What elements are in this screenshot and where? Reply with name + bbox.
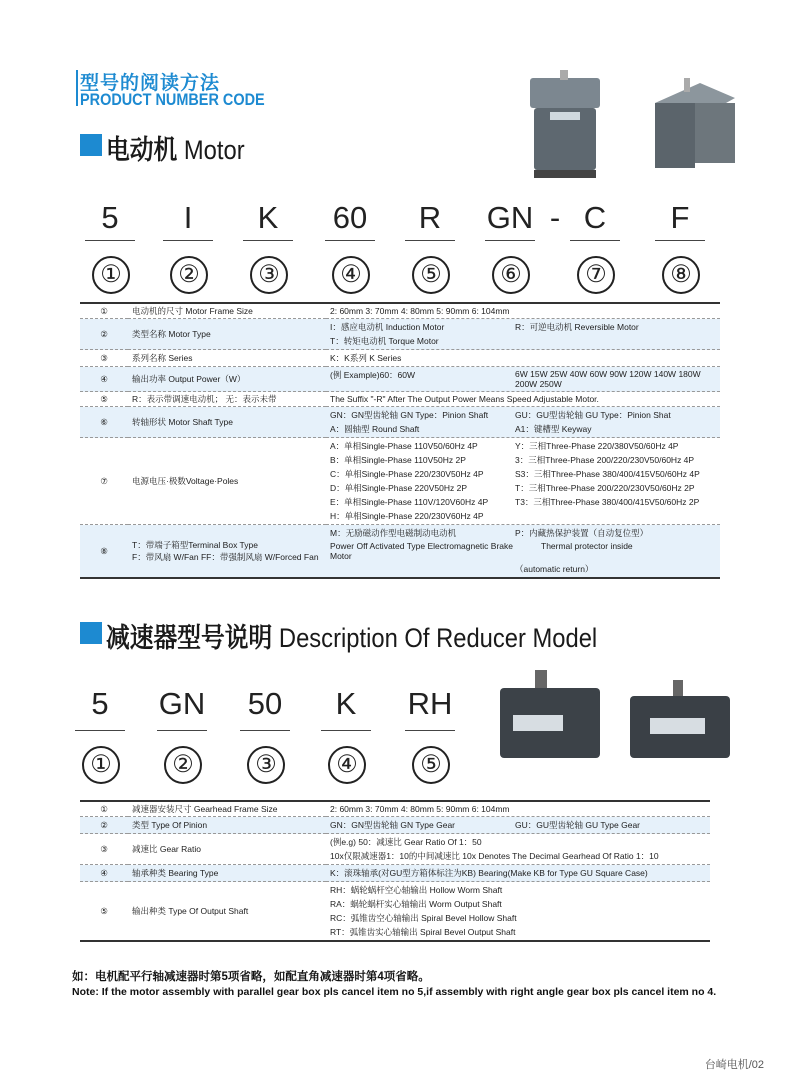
row-number: ⑦ <box>80 438 128 525</box>
value-cell: RT：弧锥齿实心轴输出 Spiral Bevel Output Shaft <box>330 927 516 937</box>
code-letter: F <box>670 200 690 235</box>
row-number: ④ <box>80 367 128 392</box>
table-row <box>80 367 720 392</box>
code-underline <box>157 730 207 731</box>
value-cell: Power Off Activated Type Electromagnetic Brake Motor <box>330 541 513 561</box>
row-label: 类型 Type Of Pinion <box>128 817 326 834</box>
code-number-circle: ⑥ <box>492 256 530 294</box>
code-underline <box>321 730 371 731</box>
motor-image-1 <box>520 70 610 180</box>
row-values <box>326 865 710 882</box>
code-letter: 50 <box>247 686 283 721</box>
reducer-spec-table <box>80 800 710 942</box>
code-letter: R <box>418 200 442 235</box>
value-cell: S3：三相Three-Phase 380/400/415V50/60Hz 4P <box>515 469 700 479</box>
value-cell: E：单相Single-Phase 110V/120V60Hz 4P <box>330 497 489 507</box>
code-letter: 5 <box>91 686 109 721</box>
row-label: 电源电压·极数Voltage·Poles <box>128 438 326 525</box>
row-number: ⑧ <box>80 525 128 579</box>
code-underline <box>655 240 705 241</box>
row-label: 输出种类 Type Of Output Shaft <box>128 882 326 942</box>
row-label: 输出功率 Output Power（W） <box>128 367 326 392</box>
table-row <box>80 801 710 817</box>
row-number: ⑥ <box>80 407 128 438</box>
row-values <box>326 303 720 319</box>
code-number-circle: ② <box>164 746 202 784</box>
table-row <box>80 392 720 407</box>
row-values <box>326 801 710 817</box>
code-underline <box>325 240 375 241</box>
value-cell: B：单相Single-Phase 110V50Hz 2P <box>330 455 466 465</box>
row-number: ⑤ <box>80 392 128 407</box>
value-cell: K：K系列 K Series <box>330 353 402 363</box>
value-cell: 10x仅限减速器1：10的中间减速比 10x Denotes The Decimal Gearhead Of Ratio 1：10 <box>330 851 659 861</box>
value-cell: I：感应电动机 Induction Motor <box>330 322 445 332</box>
header-title-cn: 型号的阅读方法 <box>80 73 221 94</box>
row-number: ① <box>80 303 128 319</box>
row-label: 转轴形状 Motor Shaft Type <box>128 407 326 438</box>
reducer-section-marker <box>80 622 102 644</box>
row-label: 轴承种类 Bearing Type <box>128 865 326 882</box>
value-cell: RA：蜗轮蜗杆实心轴输出 Worm Output Shaft <box>330 899 502 909</box>
value-cell: D：单相Single-Phase 220V50Hz 2P <box>330 483 468 493</box>
note-cn: 如：电机配平行轴减速器时第5项省略，如配直角减速器时第4项省略。 <box>72 971 430 983</box>
reducer-image-2 <box>625 680 735 760</box>
code-number-circle: ⑤ <box>412 256 450 294</box>
code-underline <box>405 730 455 731</box>
row-values <box>326 817 710 834</box>
row-values <box>326 438 720 525</box>
value-cell: RC：弧锥齿空心轴输出 Spiral Bevel Hollow Shaft <box>330 913 517 923</box>
value-cell <box>330 563 505 575</box>
header-accent-bar <box>76 70 78 106</box>
value-cell: A：圆轴型 Round Shaft <box>330 424 420 434</box>
code-number-circle: ③ <box>247 746 285 784</box>
row-values <box>326 834 710 865</box>
value-cell: 2: 60mm 3: 70mm 4: 80mm 5: 90mm 6: 104mm <box>330 804 510 814</box>
motor-section-title: 电动机 Motor <box>106 135 245 165</box>
row-number: ② <box>80 817 128 834</box>
code-number-circle: ④ <box>328 746 366 784</box>
value-cell: A：单相Single-Phase 110V50/60Hz 4P <box>330 441 478 451</box>
row-label: 系列名称 Series <box>128 350 326 367</box>
row-label: 类型名称 Motor Type <box>128 319 326 350</box>
table-row <box>80 882 710 942</box>
value-cell: GU：GU型齿轮轴 GU Type：Pinion Shat <box>515 410 671 420</box>
value-cell: T3：三相Three-Phase 380/400/415V50/60Hz 2P <box>515 497 700 507</box>
value-cell: H：单相Single-Phase 220/230V60Hz 4P <box>330 511 484 521</box>
motor-image-2 <box>640 78 750 178</box>
table-row <box>80 319 720 350</box>
row-values <box>326 882 710 942</box>
reducer-section-title: 减速器型号说明 Description Of Reducer Model <box>106 623 598 653</box>
value-cell: (例 Example)60：60W <box>330 370 416 380</box>
table-row <box>80 407 720 438</box>
value-cell: R：可逆电动机 Reversible Motor <box>515 322 639 332</box>
code-number-circle: ④ <box>332 256 370 294</box>
row-values <box>326 392 720 407</box>
row-label: 减速器安装尺寸 Gearhead Frame Size <box>128 801 326 817</box>
value-cell: GN：GN型齿轮轴 GN Type Gear <box>330 820 456 830</box>
table-row <box>80 438 720 525</box>
code-underline <box>163 240 213 241</box>
value-cell: K：滚珠轴承(对GU型方箱体标注为KB) Bearing(Make KB for Type GU Square Case) <box>330 868 648 878</box>
code-letter: C <box>583 200 607 235</box>
value-cell: (例e.g) 50：减速比 Gear Ratio Of 1：50 <box>330 837 482 847</box>
code-letter: 60 <box>332 200 368 235</box>
code-number-circle: ⑧ <box>662 256 700 294</box>
code-underline <box>405 240 455 241</box>
code-underline <box>243 240 293 241</box>
code-number-circle: ⑤ <box>412 746 450 784</box>
note-en: Note: If the motor assembly with parallel gear box pls cancel item no 5,if assembly with right angle gear box pls cancel item no 4. <box>72 986 717 998</box>
code-letter: RH <box>407 686 453 721</box>
header-title-en: PRODUCT NUMBER CODE <box>80 90 265 109</box>
table-row <box>80 834 710 865</box>
page-footer: 台崎电机/02 <box>704 1059 764 1071</box>
value-cell: RH：蜗轮蜗杆空心轴输出 Hollow Worm Shaft <box>330 885 503 895</box>
value-cell: A1：键槽型 Keyway <box>515 424 592 434</box>
value-cell: Y：三相Three-Phase 220/380V50/60Hz 4P <box>515 441 679 451</box>
code-letter: I <box>183 200 193 235</box>
value-cell: GU：GU型齿轮轴 GU Type Gear <box>515 820 641 830</box>
row-number: ④ <box>80 865 128 882</box>
row-label: 减速比 Gear Ratio <box>128 834 326 865</box>
table-row <box>80 303 720 319</box>
value-cell: 2: 60mm 3: 70mm 4: 80mm 5: 90mm 6: 104mm <box>330 306 510 316</box>
table-row <box>80 865 710 882</box>
row-values <box>326 350 720 367</box>
code-underline <box>75 730 125 731</box>
code-underline <box>85 240 135 241</box>
value-cell: Thermal protector inside <box>541 541 633 551</box>
code-number-circle: ① <box>92 256 130 294</box>
row-label: 电动机的尺寸 Motor Frame Size <box>128 303 326 319</box>
row-values <box>326 525 720 579</box>
value-cell: M：无励磁动作型电磁制动电动机 <box>330 528 457 538</box>
value-cell: T：转矩电动机 Torque Motor <box>330 336 439 346</box>
code-letter: K <box>335 686 357 721</box>
code-underline <box>570 240 620 241</box>
value-cell: T：三相Three-Phase 200/220/230V50/60Hz 2P <box>515 483 695 493</box>
code-letter: - <box>549 200 561 235</box>
code-letter: K <box>257 200 279 235</box>
value-cell: （automatic return） <box>515 564 594 574</box>
row-number: ① <box>80 801 128 817</box>
row-number: ② <box>80 319 128 350</box>
motor-spec-table <box>80 302 720 579</box>
motor-section-marker <box>80 134 102 156</box>
code-number-circle: ⑦ <box>577 256 615 294</box>
value-cell: C：单相Single-Phase 220/230V50Hz 4P <box>330 469 484 479</box>
row-number: ③ <box>80 350 128 367</box>
code-number-circle: ③ <box>250 256 288 294</box>
value-cell: GN：GN型齿轮轴 GN Type：Pinion Shaft <box>330 410 489 420</box>
code-underline <box>485 240 535 241</box>
code-letter: GN <box>158 686 206 721</box>
reducer-image-1 <box>495 670 605 765</box>
row-number: ③ <box>80 834 128 865</box>
value-cell: P：内藏热保护装置（自动复位型） <box>515 528 649 538</box>
row-number: ⑤ <box>80 882 128 942</box>
value-cell: 6W 15W 25W 40W 60W 90W 120W 140W 180W 200W 250W <box>515 369 701 389</box>
value-cell: The Suffix "-R" After The Output Power Means Speed Adjustable Motor. <box>330 394 599 404</box>
row-values <box>326 319 720 350</box>
table-row <box>80 817 710 834</box>
code-number-circle: ① <box>82 746 120 784</box>
row-values <box>326 407 720 438</box>
row-values <box>326 367 720 392</box>
row-label: R：表示带调速电动机； 无：表示未带 <box>128 392 326 407</box>
code-letter: GN <box>486 200 534 235</box>
row-label: T：带端子箱型Terminal Box Type F：带风扇 W/Fan FF：带强制风扇 W/Forced Fan <box>128 525 326 579</box>
table-row <box>80 525 720 579</box>
code-letter: 5 <box>101 200 119 235</box>
value-cell: 3：三相Three-Phase 200/220/230V50/60Hz 4P <box>515 455 695 465</box>
code-underline <box>240 730 290 731</box>
code-number-circle: ② <box>170 256 208 294</box>
table-row <box>80 350 720 367</box>
